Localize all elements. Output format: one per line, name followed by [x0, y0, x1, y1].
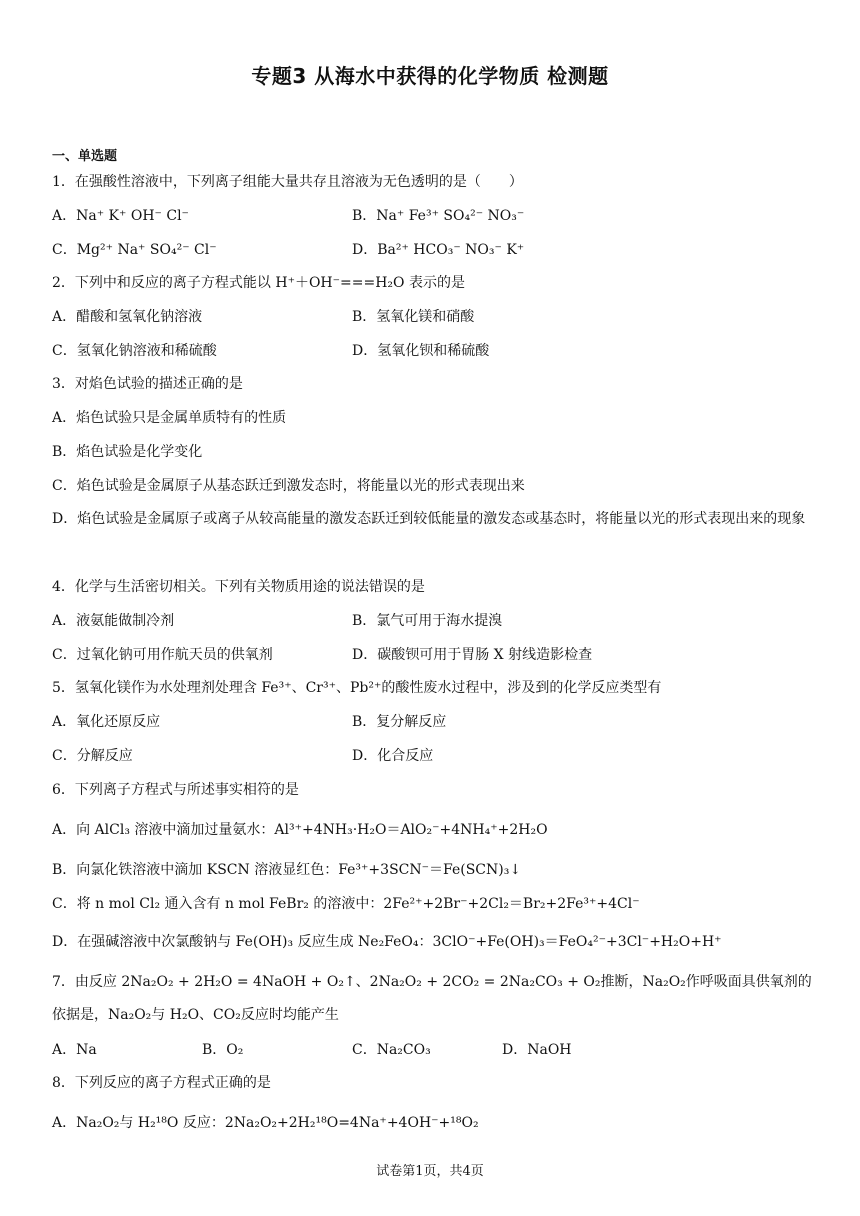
question-4-option-c: C．过氧化钠可用作航天员的供氧剂 [52, 647, 273, 663]
question-1-option-d: D．Ba²⁺ HCO₃⁻ NO₃⁻ K⁺ [352, 242, 525, 258]
question-1-stem: 1．在强酸性溶液中，下列离子组能大量共存且溶液为无色透明的是（ ） [52, 174, 523, 190]
page-title: 专题3 从海水中获得的化学物质 检测题 [251, 64, 609, 88]
question-6-option-b: B．向氯化铁溶液中滴加 KSCN 溶液显红色：Fe³⁺+3SCN⁻＝Fe(SCN)₃↓ [52, 862, 522, 878]
question-8-option-a: A．Na₂O₂与 H₂¹⁸O 反应：2Na₂O₂+2H₂¹⁸O=4Na⁺+4OH⁻+¹⁸O₂ [52, 1115, 479, 1131]
question-6-option-a: A．向 AlCl₃ 溶液中滴加过量氨水：Al³⁺+4NH₃·H₂O＝AlO₂⁻+4NH₄⁺+2H₂O [52, 822, 548, 838]
question-7-option-a: A．Na [52, 1042, 97, 1058]
question-2-stem: 2．下列中和反应的离子方程式能以 H⁺＋OH⁻===H₂O 表示的是 [52, 275, 465, 291]
question-1-option-c: C．Mg²⁺ Na⁺ SO₄²⁻ Cl⁻ [52, 242, 217, 258]
question-1-option-b: B．Na⁺ Fe³⁺ SO₄²⁻ NO₃⁻ [352, 208, 525, 224]
question-5-option-d: D．化合反应 [352, 748, 434, 764]
question-7-stem: 7．由反应 2Na₂O₂ + 2H₂O = 4NaOH + O₂↑、2Na₂O₂ + 2CO₂ = 2Na₂CO₃ + O₂推断，Na₂O₂作呼吸面具供氧剂的依据是，Na₂O₂与 H₂O、CO₂反应时均能产生 [52, 974, 812, 1023]
question-6-option-c: C．将 n mol Cl₂ 通入含有 n mol FeBr₂ 的溶液中：2Fe²⁺+2Br⁻+2Cl₂＝Br₂+2Fe³⁺+4Cl⁻ [52, 896, 640, 912]
question-1-option-a: A．Na⁺ K⁺ OH⁻ Cl⁻ [52, 208, 189, 224]
question-3-option-b: B．焰色试验是化学变化 [52, 444, 203, 460]
question-3-option-d: D．焰色试验是金属原子或离子从较高能量的激发态跃迁到较低能量的激发态或基态时，将能量以光的形式表现出来的现象 [52, 511, 806, 527]
question-2-option-b: B．氢氧化镁和硝酸 [352, 309, 475, 325]
question-3-option-a: A．焰色试验只是金属单质特有的性质 [52, 410, 287, 426]
question-5-option-a: A．氧化还原反应 [52, 714, 161, 730]
question-5-stem: 5．氢氧化镁作为水处理剂处理含 Fe³⁺、Cr³⁺、Pb²⁺的酸性废水过程中，涉及到的化学反应类型有 [52, 680, 662, 696]
question-5-option-c: C．分解反应 [52, 748, 133, 764]
question-3-stem: 3．对焰色试验的描述正确的是 [52, 376, 243, 392]
question-5-option-b: B．复分解反应 [352, 714, 447, 730]
question-2-option-d: D．氢氧化钡和稀硫酸 [352, 343, 490, 359]
question-4-option-d: D．碳酸钡可用于胃肠 X 射线造影检查 [352, 647, 593, 663]
page-footer: 试卷第1页，共4页 [376, 1164, 484, 1179]
question-6-stem: 6．下列离子方程式与所述事实相符的是 [52, 782, 299, 798]
question-3-option-c: C．焰色试验是金属原子从基态跃迁到激发态时，将能量以光的形式表现出来 [52, 478, 525, 494]
question-7-option-c: C．Na₂CO₃ [352, 1042, 431, 1058]
question-7-option-b: B．O₂ [202, 1042, 244, 1058]
question-4-stem: 4．化学与生活密切相关。下列有关物质用途的说法错误的是 [52, 579, 425, 595]
question-2-option-a: A．醋酸和氢氧化钠溶液 [52, 309, 203, 325]
question-4-option-a: A．液氨能做制冷剂 [52, 613, 175, 629]
section-heading: 一、单选题 [52, 149, 118, 164]
question-2-option-c: C．氢氧化钠溶液和稀硫酸 [52, 343, 217, 359]
question-8-stem: 8．下列反应的离子方程式正确的是 [52, 1075, 271, 1091]
question-6-option-d: D．在强碱溶液中次氯酸钠与 Fe(OH)₃ 反应生成 Ne₂FeO₄：3ClO⁻+Fe(OH)₃＝FeO₄²⁻+3Cl⁻+H₂O+H⁺ [52, 934, 722, 950]
question-4-option-b: B．氯气可用于海水提溴 [352, 613, 503, 629]
question-7-option-d: D．NaOH [502, 1042, 572, 1058]
